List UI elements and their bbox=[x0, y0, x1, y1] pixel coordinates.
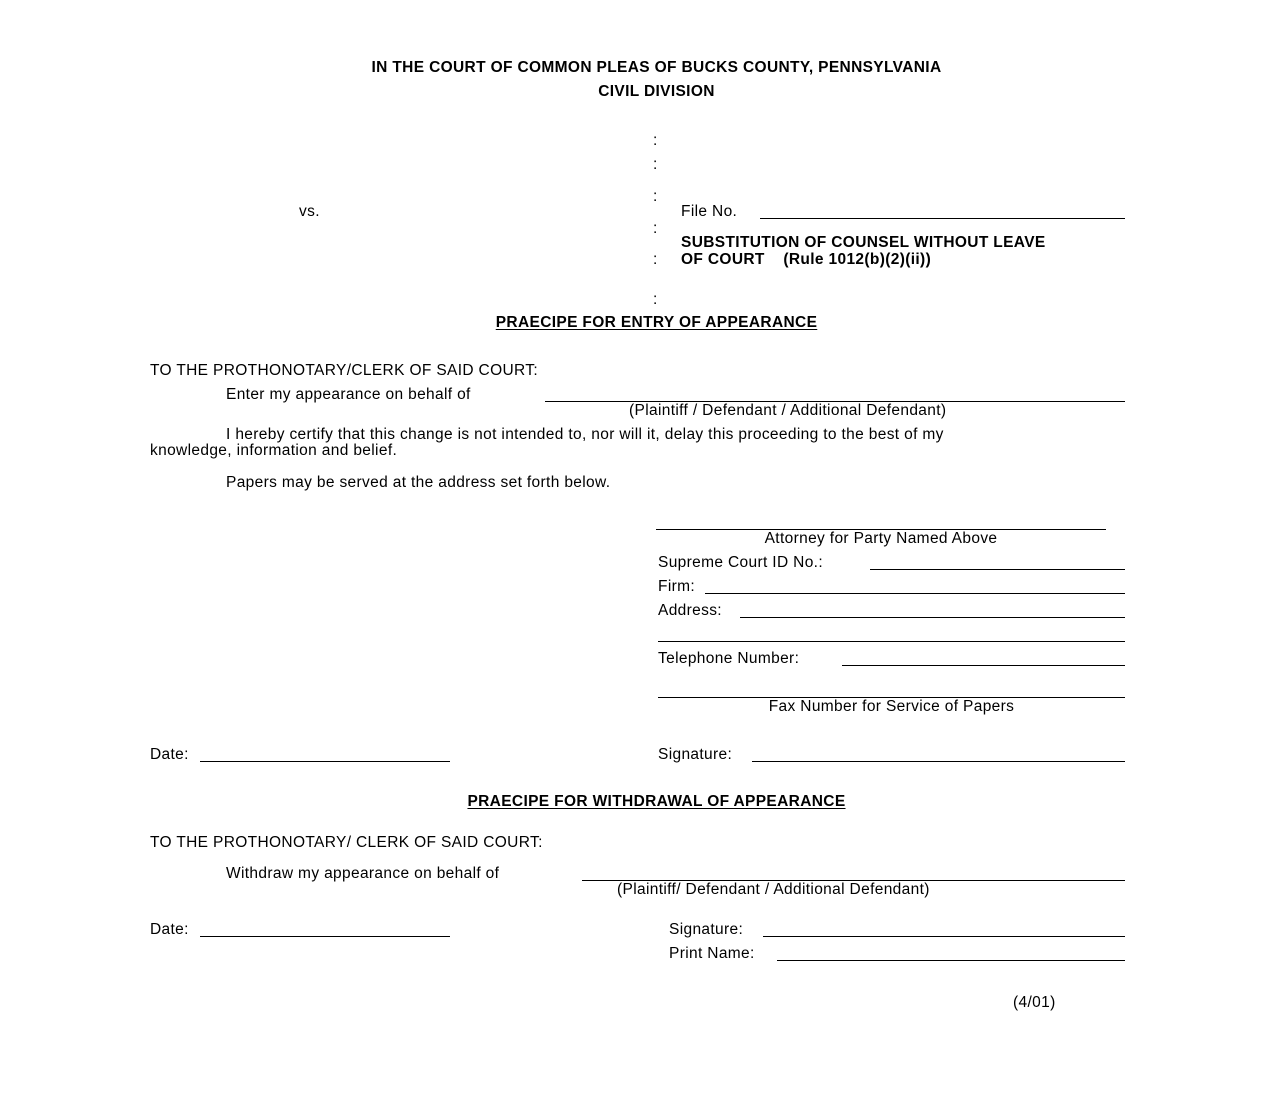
entry-signature-field[interactable] bbox=[752, 761, 1125, 762]
document-title-line2: OF COURT (Rule 1012(b)(2)(ii)) bbox=[681, 251, 932, 268]
versus-label: vs. bbox=[299, 203, 320, 220]
entry-date-label: Date: bbox=[150, 746, 189, 763]
entry-party-hint: (Plaintiff / Defendant / Additional Defendant) bbox=[629, 402, 947, 419]
certify-text-line2: knowledge, information and belief. bbox=[150, 442, 398, 459]
withdrawal-behalf-label: Withdraw my appearance on behalf of bbox=[226, 865, 500, 882]
entry-heading: PRAECIPE FOR ENTRY OF APPEARANCE bbox=[495, 314, 818, 331]
firm-field[interactable] bbox=[705, 593, 1125, 594]
withdrawal-heading: PRAECIPE FOR WITHDRAWAL OF APPEARANCE bbox=[467, 793, 846, 810]
entry-addressee: TO THE PROTHONOTARY/CLERK OF SAID COURT: bbox=[150, 362, 539, 379]
withdrawal-signature-field[interactable] bbox=[763, 936, 1125, 937]
entry-date-field[interactable] bbox=[200, 761, 450, 762]
caption-colon: : bbox=[653, 220, 658, 237]
address-field-line2[interactable] bbox=[658, 641, 1125, 642]
papers-served-text: Papers may be served at the address set forth below. bbox=[226, 474, 611, 491]
certify-text-line1: I hereby certify that this change is not intended to, nor will it, delay this proceeding to the best of my bbox=[226, 426, 944, 443]
entry-signature-label: Signature: bbox=[658, 746, 733, 763]
withdrawal-party-hint: (Plaintiff/ Defendant / Additional Defendant) bbox=[617, 881, 930, 898]
file-no-field[interactable] bbox=[760, 218, 1125, 219]
print-name-field[interactable] bbox=[777, 960, 1125, 961]
print-name-label: Print Name: bbox=[669, 945, 755, 962]
telephone-label: Telephone Number: bbox=[658, 650, 800, 667]
caption-colon: : bbox=[653, 251, 658, 268]
court-title: IN THE COURT OF COMMON PLEAS OF BUCKS COUNTY, PENNSYLVANIA bbox=[371, 59, 942, 76]
withdrawal-signature-label: Signature: bbox=[669, 921, 744, 938]
division-title: CIVIL DIVISION bbox=[598, 83, 715, 100]
firm-label: Firm: bbox=[658, 578, 696, 595]
caption-colon: : bbox=[653, 291, 658, 308]
supreme-court-id-field[interactable] bbox=[870, 569, 1125, 570]
form-revision: (4/01) bbox=[1013, 994, 1056, 1011]
entry-behalf-label: Enter my appearance on behalf of bbox=[226, 386, 471, 403]
attorney-caption: Attorney for Party Named Above bbox=[764, 530, 998, 547]
address-label: Address: bbox=[658, 602, 722, 619]
withdrawal-addressee: TO THE PROTHONOTARY/ CLERK OF SAID COURT: bbox=[150, 834, 543, 851]
document-title-line1: SUBSTITUTION OF COUNSEL WITHOUT LEAVE bbox=[681, 234, 1046, 251]
address-field[interactable] bbox=[740, 617, 1125, 618]
supreme-court-id-label: Supreme Court ID No.: bbox=[658, 554, 823, 571]
telephone-field[interactable] bbox=[842, 665, 1125, 666]
fax-caption: Fax Number for Service of Papers bbox=[768, 698, 1015, 715]
file-no-label: File No. bbox=[681, 203, 738, 220]
withdrawal-date-label: Date: bbox=[150, 921, 189, 938]
withdrawal-date-field[interactable] bbox=[200, 936, 450, 937]
caption-colon: : bbox=[653, 156, 658, 173]
caption-colon: : bbox=[653, 188, 658, 205]
caption-colon: : bbox=[653, 132, 658, 149]
